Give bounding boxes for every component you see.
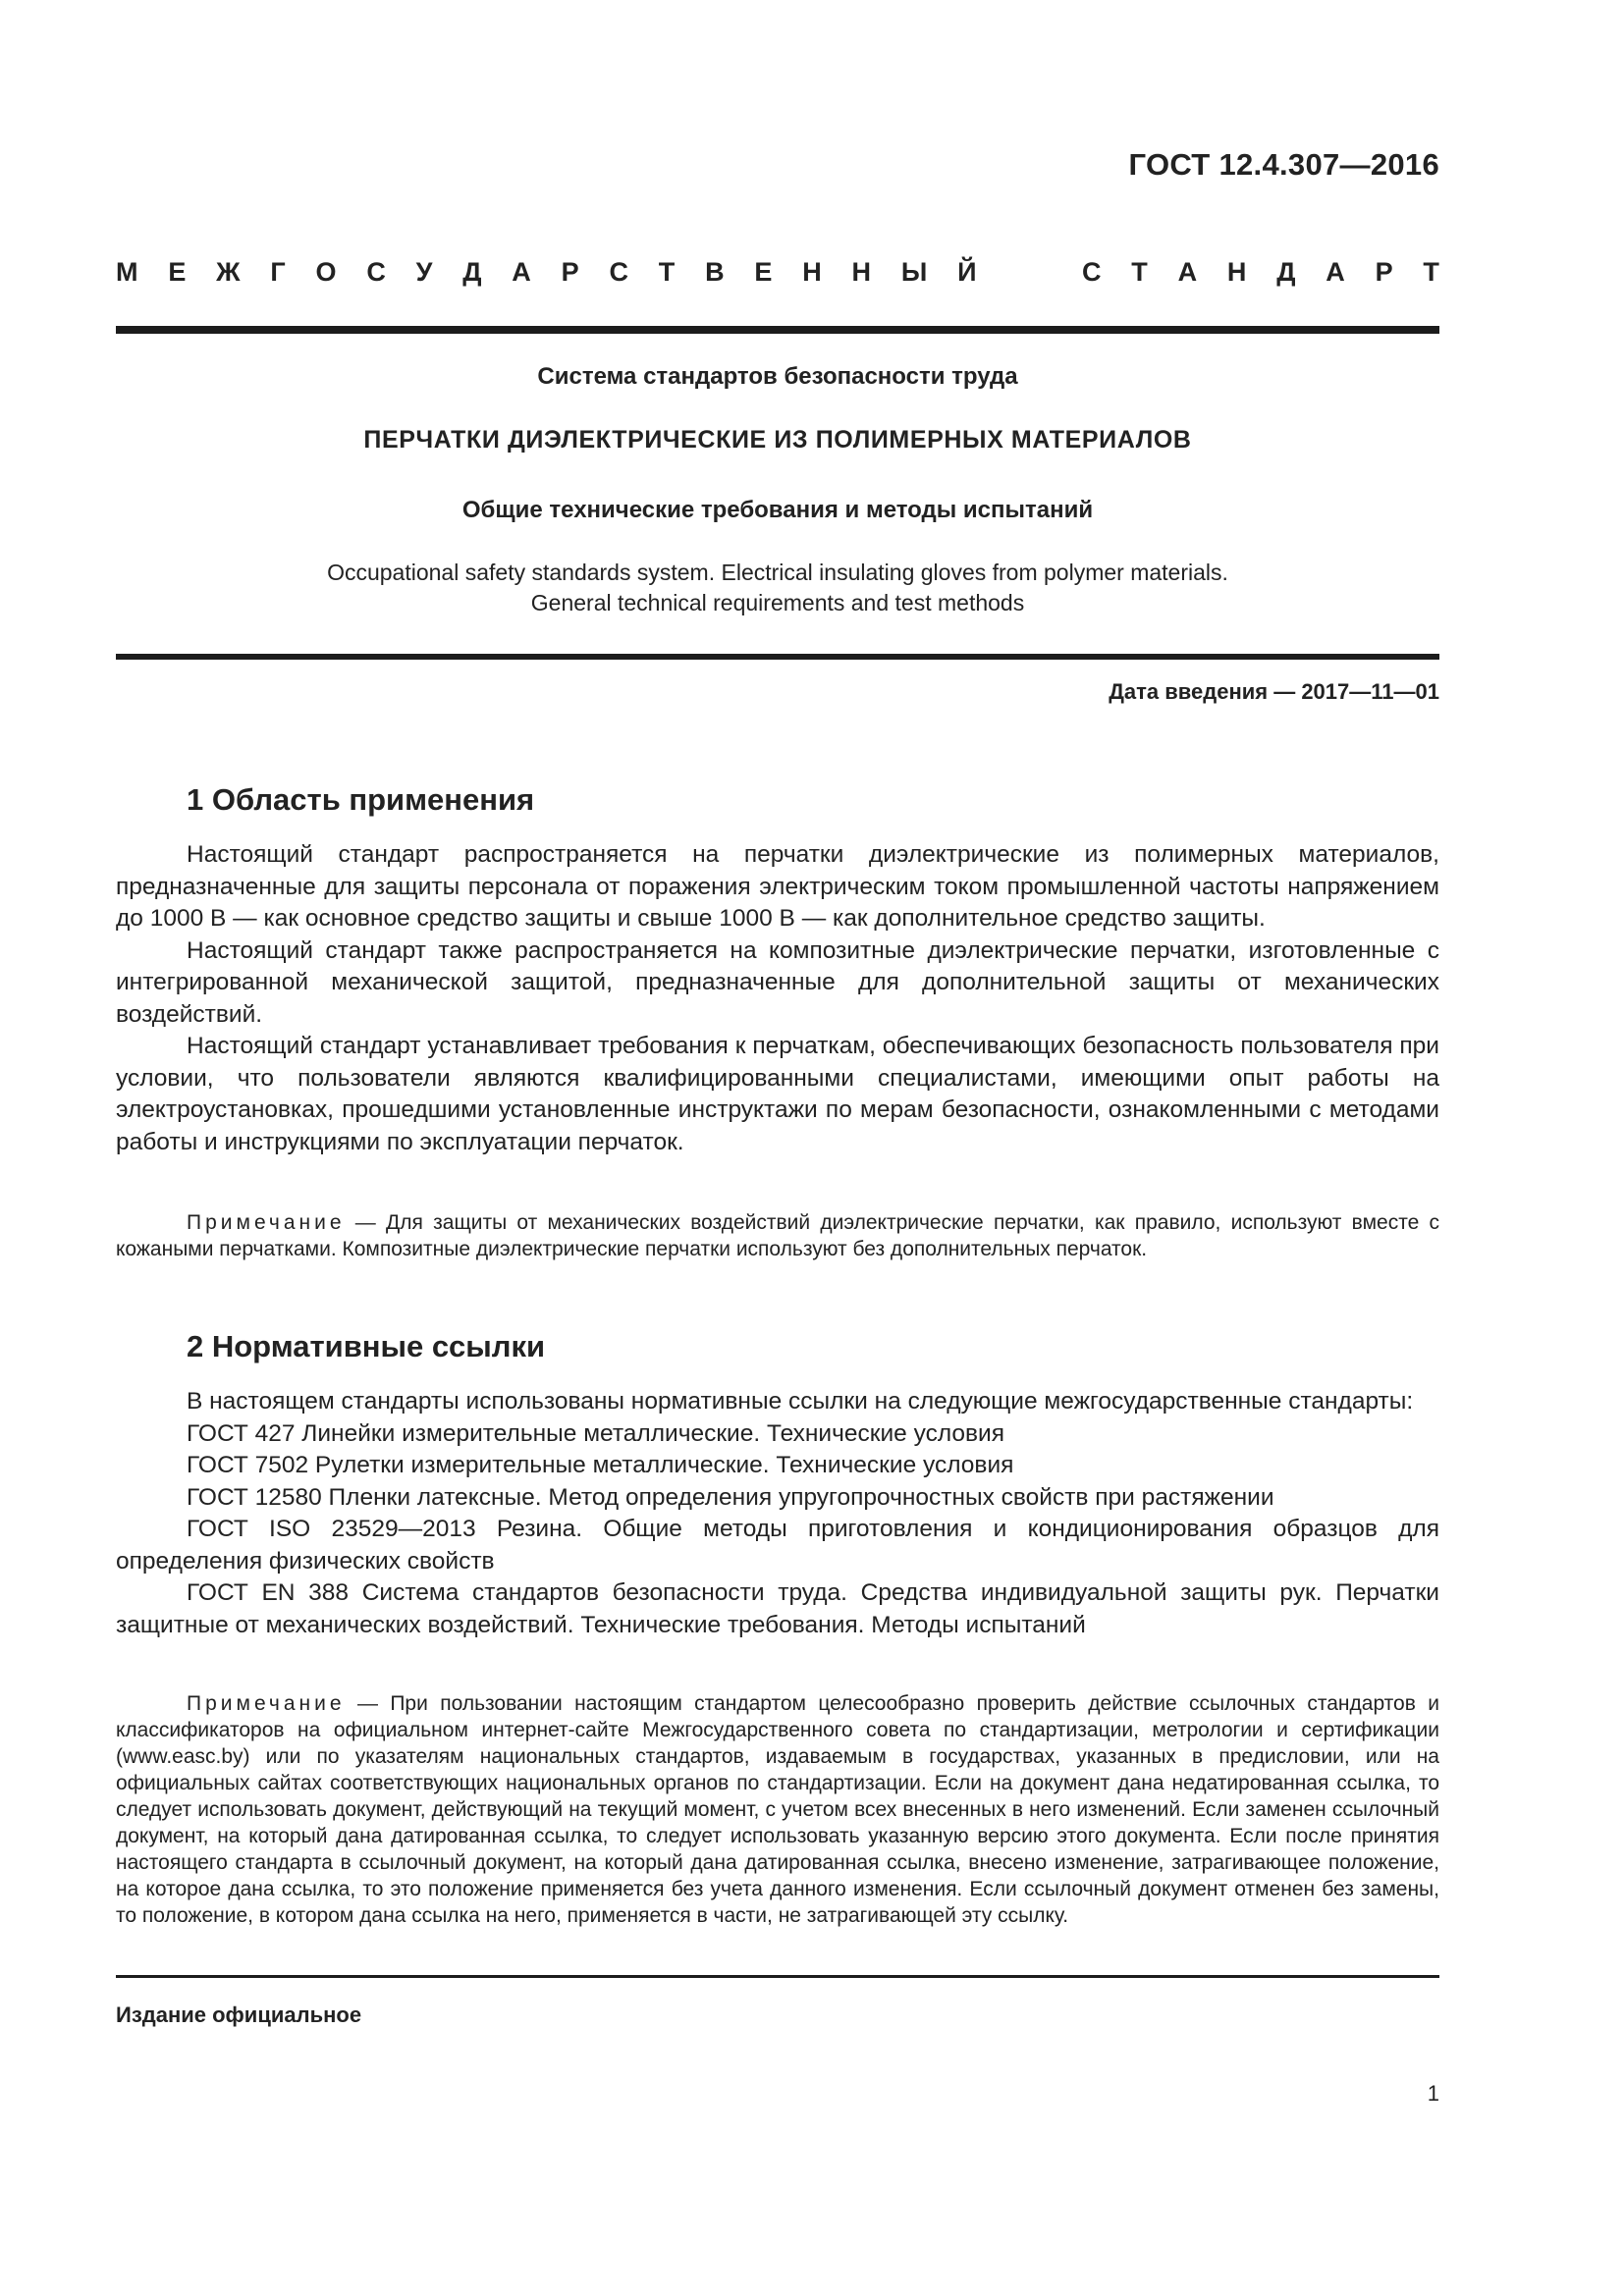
note <box>116 1690 1439 1929</box>
kind-letter: А <box>1326 257 1345 287</box>
paragraph: Настоящий стандарт также распространяется на композитные диэлектрические перчатки, изготовленные с интегрированной механической защитой, предназначенные для дополнительной защиты от механических воздействий. <box>116 936 1439 1028</box>
note-paragraph <box>116 1209 1439 1262</box>
reference-item: ГОСТ 7502 Рулетки измерительные металлические. Технические условия <box>187 1452 1014 1478</box>
kind-letter: Н <box>802 257 822 287</box>
paragraph: В настоящем стандарты использованы нормативные ссылки на следующие межгосударственные стандарты: <box>187 1388 1414 1415</box>
note-label: Примечание <box>187 1692 346 1715</box>
note-label: Примечание <box>187 1211 346 1234</box>
kind-letter: С <box>1081 257 1102 287</box>
english-title-line: Occupational safety standards system. Electrical insulating gloves from polymer materials. <box>327 560 1228 585</box>
document-subtitle: Общие технические требования и методы испытаний <box>461 497 1094 523</box>
kind-letter: Ж <box>216 257 241 287</box>
kind-letter: Н <box>851 257 872 287</box>
kind-letter: Т <box>1131 257 1148 287</box>
page-number: 1 <box>1427 2081 1439 2106</box>
kind-letter: Д <box>1276 257 1296 287</box>
kind-letter: М <box>116 257 138 287</box>
standard-kind-heading <box>116 257 1439 288</box>
kind-letter: Р <box>1375 257 1393 287</box>
system-name: Система стандартов безопасности труда <box>537 363 1018 390</box>
kind-letter: О <box>315 257 337 287</box>
document-title: ПЕРЧАТКИ ДИЭЛЕКТРИЧЕСКИЕ ИЗ ПОЛИМЕРНЫХ МАТЕРИАЛОВ <box>363 426 1192 454</box>
kind-letter: Т <box>1423 257 1439 287</box>
section-heading: 2 Нормативные ссылки <box>187 1329 546 1363</box>
kind-spacer <box>1006 257 1014 288</box>
kind-spacer <box>1045 257 1053 288</box>
paragraph: Настоящий стандарт устанавливает требования к перчаткам, обеспечивающих безопасность пользователя при условии, что пользователи являются квалифицированными специалистами, имеющими опыт работы на электроустановках, прошедшими установленные инструктажи по мерам безопасности, ознакомленными с методами работы и инструкциями по эксплуатации перчаток. <box>116 1033 1439 1155</box>
english-title <box>116 558 1439 618</box>
kind-letter: Й <box>957 257 977 287</box>
kind-letter: Т <box>658 257 676 287</box>
standard-number: ГОСТ 12.4.307—2016 <box>1128 147 1439 182</box>
reference-item: ГОСТ ISO 23529—2013 Резина. Общие методы приготовления и кондиционирования образцов для определения физических свойств <box>116 1516 1439 1575</box>
kind-letter: А <box>1177 257 1198 287</box>
note <box>116 1209 1439 1262</box>
kind-letter: С <box>366 257 386 287</box>
reference-item: ГОСТ 12580 Пленки латексные. Метод определения упругопрочностных свойств при растяжении <box>187 1483 1274 1511</box>
effective-date: Дата введения — 2017—11—01 <box>1109 679 1439 704</box>
reference-item: ГОСТ EN 388 Система стандартов безопасности труда. Средства индивидуальной защиты рук. Перчатки защитные от механических воздействий. Технические требования. Методы испытаний <box>116 1579 1439 1638</box>
section-body <box>116 1386 1439 1641</box>
kind-letter: У <box>415 257 433 287</box>
kind-letter: Е <box>754 257 773 287</box>
kind-letter: Е <box>168 257 187 287</box>
section-body <box>116 839 1439 1158</box>
note-paragraph <box>116 1690 1439 1929</box>
title-divider <box>116 654 1439 660</box>
kind-letter: Р <box>561 257 579 287</box>
english-title-line: General technical requirements and test methods <box>530 590 1025 615</box>
reference-item: ГОСТ 427 Линейки измерительные металлические. Технические условия <box>187 1419 1004 1447</box>
footer-divider <box>116 1975 1439 1978</box>
kind-letter: Ы <box>900 257 928 287</box>
note-text: — При пользовании настоящим стандартом целесообразно проверить действие ссылочных стандартов и классификаторов на официальном интернет-сайте Межгосударственного совета по стандартизации, метрологии и сертификации (www.easc.by) или по указателям национальных стандартов, издаваемым в государствах, указанных в предисловии, или на официальных сайтах соответствующих национальных органов по стандартизации. Если на документ дана недатированная ссылка, то следует использовать документ, действующий на текущий момент, с учетом всех внесенных в него изменений. Если заменен ссылочный документ, на который дана датированная ссылка, то следует использовать указанную версию этого документа. Если после принятия настоящего стандарта в ссылочный документ, на который дана датированная ссылка, внесено изменение, затрагивающее положение, на которое дана ссылка, то это положение применяется без учета данного изменения. Если ссылочный документ отменен без замены, то положение, в котором дана ссылка на него, применяется в части, не затрагивающей эту ссылку. <box>116 1692 1439 1927</box>
kind-letter: Г <box>270 257 286 287</box>
kind-letter: В <box>705 257 725 287</box>
paragraph: Настоящий стандарт распространяется на перчатки диэлектрические из полимерных материалов, предназначенные для защиты персонала от поражения электрическим током промышленной частоты напряжением до 1000 В — как основное средство защиты и свыше 1000 В — как дополнительное средство защиты. <box>116 841 1439 932</box>
kind-letter: А <box>512 257 531 287</box>
header-divider <box>116 326 1439 334</box>
kind-letter: Н <box>1226 257 1247 287</box>
section-heading: 1 Область применения <box>187 782 535 817</box>
kind-letter: С <box>609 257 628 287</box>
note-text: — Для защиты от механических воздействий диэлектрические перчатки, как правило, используют вместе с кожаными перчатками. Композитные диэлектрические перчатки используют без дополнительных перчаток. <box>116 1211 1439 1260</box>
kind-letter: Д <box>462 257 482 287</box>
edition-label: Издание официальное <box>116 2002 362 2027</box>
